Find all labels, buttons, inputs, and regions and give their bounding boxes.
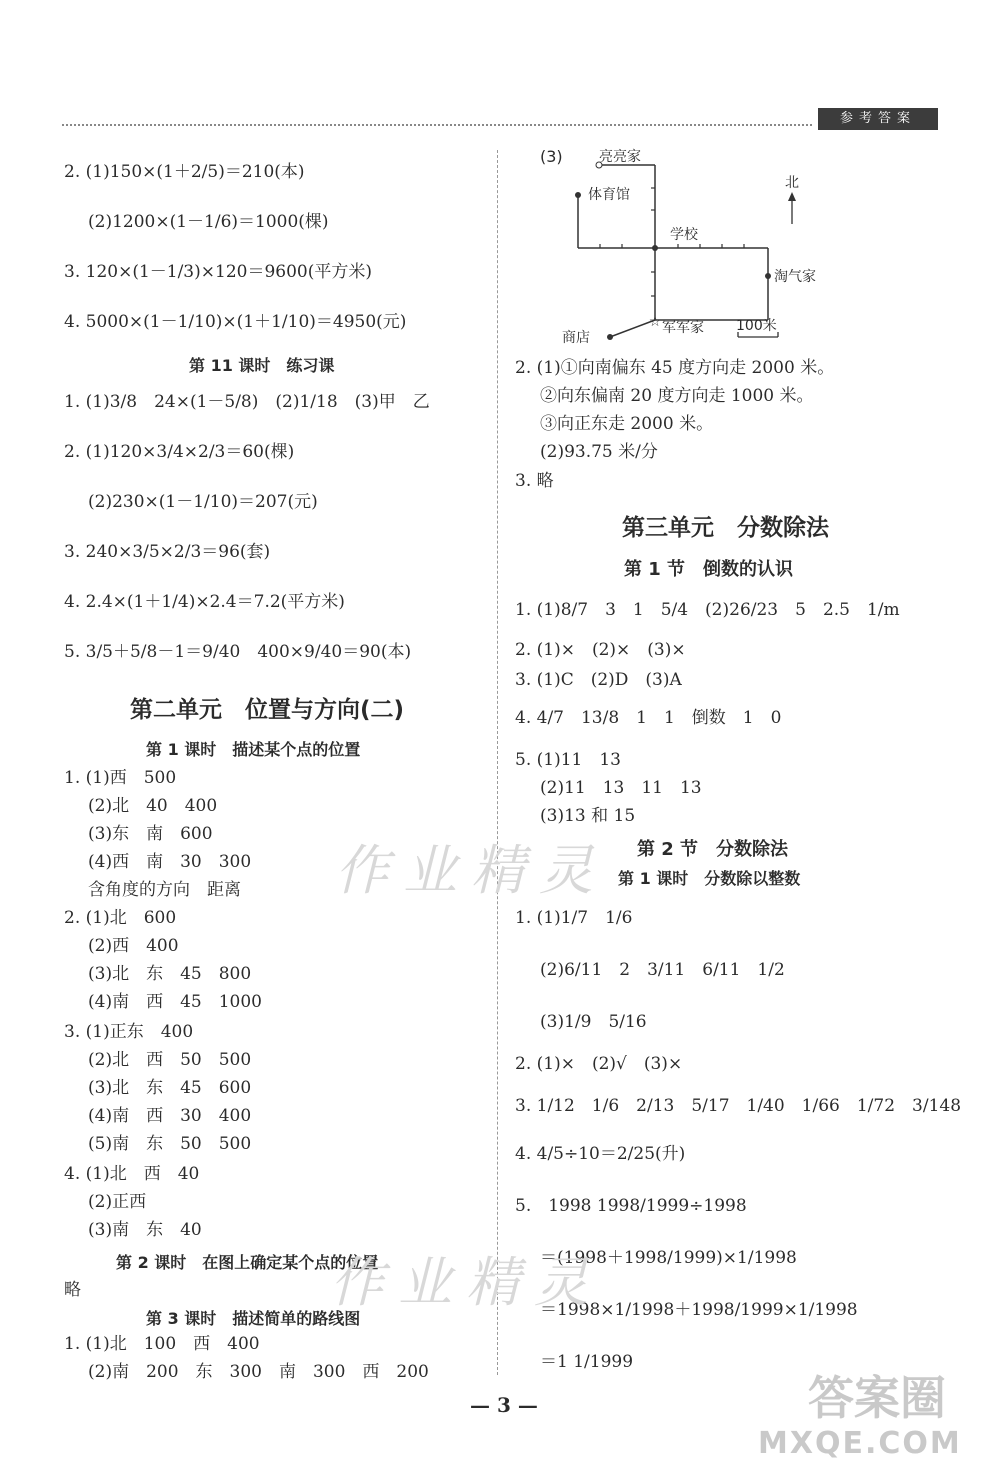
scale-label: 100米 — [736, 318, 777, 334]
place-label: 亮亮家 — [599, 149, 641, 165]
lesson-title: 第 1 课时 分数除以整数 — [618, 869, 801, 888]
answer-line: (2)西 400 — [88, 936, 179, 956]
watermark-url: MXQE.COM — [758, 1426, 962, 1461]
answer-line: 2. (1)× (2)× (3)× — [515, 640, 686, 660]
answer-line: 1. (1)1/7 1/6 — [515, 908, 633, 928]
point-taoqi-home — [765, 273, 771, 279]
star-icon: ☆ — [648, 314, 662, 330]
answer-line: 3. 240×3/5×2/3＝96(套) — [64, 542, 271, 562]
answer-line: (2)北 40 400 — [88, 796, 218, 816]
place-label: 军军家 — [662, 320, 704, 336]
answer-line: (3)南 东 40 — [88, 1220, 202, 1240]
unit-title: 第二单元 位置与方向(二) — [130, 697, 405, 723]
answer-line: 4. (1)北 西 40 — [64, 1164, 200, 1184]
answer-line: (3)北 东 45 600 — [88, 1078, 252, 1098]
answer-line: ③向正东走 2000 米。 — [540, 414, 714, 434]
answer-line: 2. (1)120×3/4×2/3＝60(棵) — [64, 442, 295, 462]
answer-line: (3)东 南 600 — [88, 824, 213, 844]
section-title: 第 1 节 倒数的认识 — [624, 559, 794, 580]
answer-line: (2)93.75 米/分 — [540, 442, 658, 462]
answer-line: (4)南 西 45 1000 — [88, 992, 262, 1012]
answer-line: ②向东偏南 20 度方向走 1000 米。 — [540, 386, 814, 406]
answer-line: (4)南 西 30 400 — [88, 1106, 252, 1126]
answer-line: ＝(1998＋1998/1999)×1/1998 — [540, 1248, 797, 1268]
place-label: 淘气家 — [774, 269, 816, 285]
answer-line: (2)230×(1－1/10)＝207(元) — [88, 492, 318, 512]
answer-line: 3. 1/12 1/6 2/13 5/17 1/40 1/66 1/72 3/148 — [515, 1096, 962, 1116]
answer-line: (2)1200×(1－1/6)＝1000(棵) — [88, 212, 329, 232]
place-label: 体育馆 — [588, 187, 630, 203]
answer-line: 4. 2.4×(1＋1/4)×2.4＝7.2(平方米) — [64, 592, 345, 612]
unit-title: 第三单元 分数除法 — [622, 515, 829, 541]
answer-line: 4. 4/7 13/8 1 1 倒数 1 0 — [515, 708, 782, 728]
lesson-title: 第 2 课时 在图上确定某个点的位置 — [116, 1253, 379, 1272]
lesson-title: 第 1 课时 描述某个点的位置 — [146, 740, 361, 759]
answer-line: (3)13 和 15 — [540, 806, 636, 826]
header-rule — [62, 124, 812, 126]
lesson-title: 第 11 课时 练习课 — [189, 356, 335, 375]
place-label: 商店 — [562, 330, 590, 346]
answer-line: 3. (1)C (2)D (3)A — [515, 670, 682, 690]
answer-line: ＝1 1/1999 — [540, 1352, 634, 1372]
answer-line: 2. (1)× (2)√ (3)× — [515, 1054, 683, 1074]
answer-line: 4. 5000×(1－1/10)×(1＋1/10)＝4950(元) — [64, 312, 407, 332]
answer-line: 1. (1)北 100 西 400 — [64, 1334, 260, 1354]
answer-line: 1. (1)3/8 24×(1－5/8) (2)1/18 (3)甲 乙 — [64, 392, 430, 412]
answer-line: 1. (1)西 500 — [64, 768, 177, 788]
north-label: 北 — [785, 175, 799, 191]
answer-line: 5. 1998 1998/1999÷1998 — [515, 1196, 747, 1216]
answer-line: (5)南 东 50 500 — [88, 1134, 252, 1154]
answer-line: 4. 4/5÷10＝2/25(升) — [515, 1144, 686, 1164]
answer-line: (2)6/11 2 3/11 6/11 1/2 — [540, 960, 785, 980]
route-map — [500, 140, 850, 350]
answer-line: (3)北 东 45 800 — [88, 964, 252, 984]
watermark: 作业精灵 — [330, 1251, 602, 1314]
answer-line: 2. (1)北 600 — [64, 908, 177, 928]
answer-line: (2)11 13 11 13 — [540, 778, 702, 798]
lesson-title: 第 3 课时 描述简单的路线图 — [146, 1309, 361, 1328]
column-divider — [497, 150, 498, 1375]
answer-line: 2. (1)①向南偏东 45 度方向走 2000 米。 — [515, 358, 835, 378]
place-label: 学校 — [670, 227, 698, 243]
answer-line: 3. 略 — [515, 471, 554, 491]
answer-line: 2. (1)150×(1＋2/5)＝210(本) — [64, 162, 305, 182]
answer-line: ＝1998×1/1998＋1998/1999×1/1998 — [540, 1300, 858, 1320]
watermark-logo: 答案圈 — [808, 1371, 946, 1425]
answer-line: 3. 120×(1－1/3)×120＝9600(平方米) — [64, 262, 372, 282]
answer-line: 3. (1)正东 400 — [64, 1022, 194, 1042]
point-shop — [607, 334, 613, 340]
page-number: — 3 — — [470, 1393, 538, 1417]
header-tag: 参考答案 — [818, 108, 938, 130]
map-item-label: (3) — [540, 147, 563, 166]
answer-line: (4)西 南 30 300 — [88, 852, 252, 872]
watermark: 作业精灵 — [335, 839, 607, 902]
point-school — [652, 245, 658, 251]
point-stadium — [575, 192, 581, 198]
answer-line: 5. (1)11 13 — [515, 750, 621, 770]
section-title: 第 2 节 分数除法 — [637, 839, 789, 860]
answer-line: (2)南 200 东 300 南 300 西 200 — [88, 1362, 429, 1382]
answer-line: 含角度的方向 距离 — [88, 880, 241, 900]
answer-line: (2)北 西 50 500 — [88, 1050, 252, 1070]
answer-line: 5. 3/5＋5/8－1＝9/40 400×9/40＝90(本) — [64, 642, 412, 662]
answer-line: (2)正西 — [88, 1192, 147, 1212]
answer-line: 1. (1)8/7 3 1 5/4 (2)26/23 5 2.5 1/m — [515, 600, 900, 620]
answer-line: 略 — [64, 1280, 81, 1300]
answer-line: (3)1/9 5/16 — [540, 1012, 647, 1032]
